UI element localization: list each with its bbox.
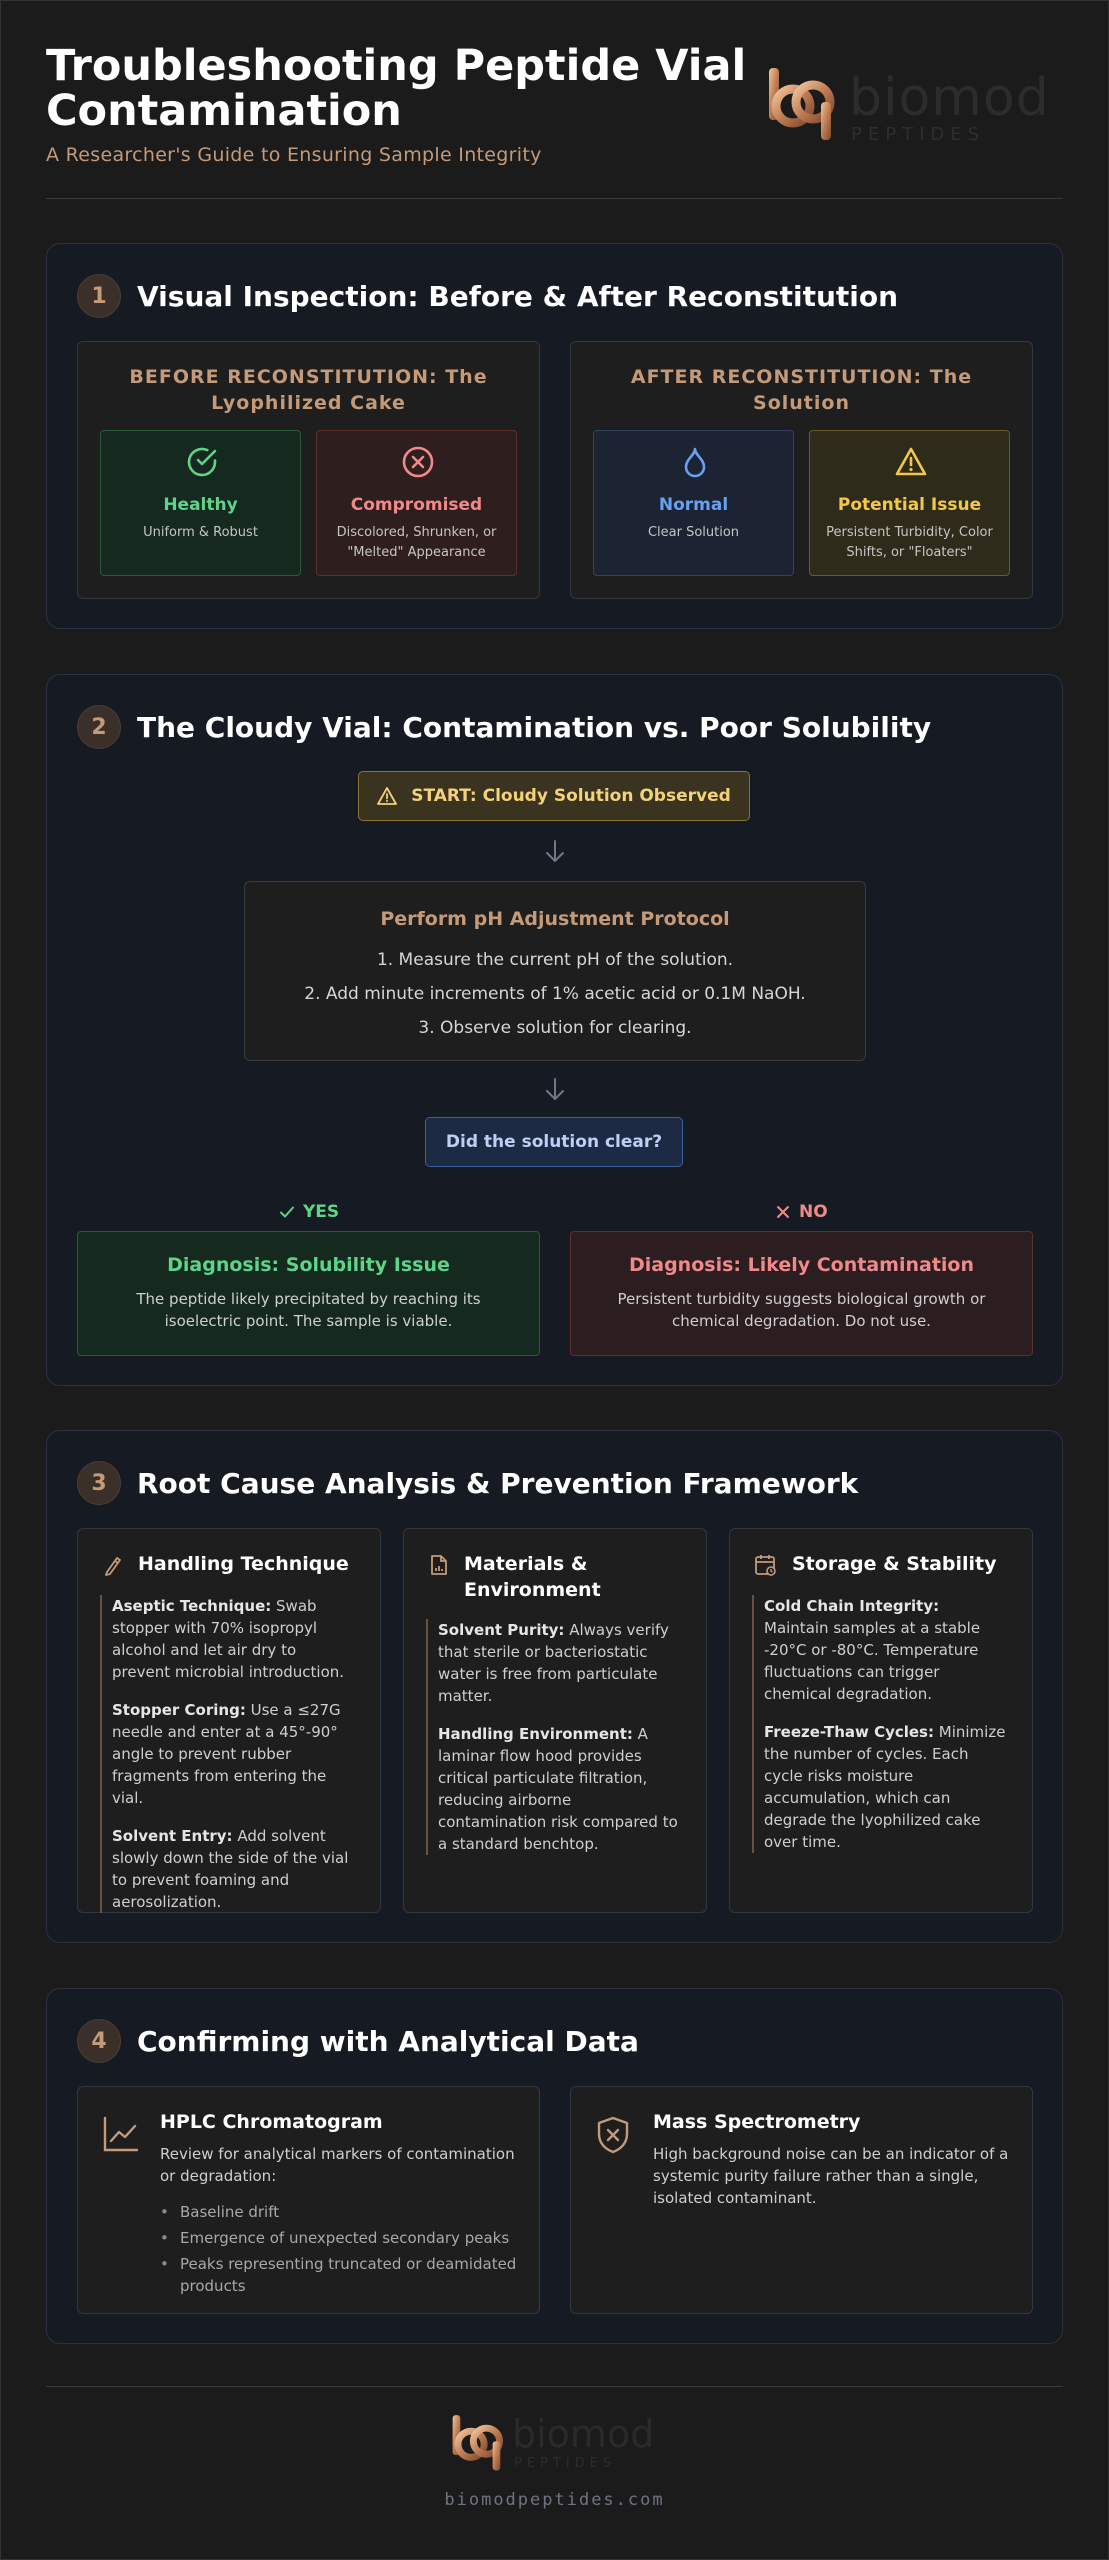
- state-description: Persistent Turbidity, Color Shifts, or "Floaters": [826, 525, 993, 560]
- card-title: Handling Technique: [138, 1553, 349, 1575]
- list-item: • Peaks representing truncated or deamidated products: [160, 2253, 517, 2297]
- before-reconstitution-panel: [77, 341, 540, 599]
- diagnosis-title: Diagnosis: Solubility Issue: [167, 1254, 450, 1276]
- state-label: Potential Issue: [837, 495, 982, 515]
- normal-card: [593, 430, 794, 576]
- potential-issue-card: [809, 430, 1010, 576]
- hplc-card: [77, 2086, 540, 2314]
- shield-x-icon: [595, 2115, 631, 2155]
- card-header: [428, 1551, 690, 1603]
- compromised-card: [316, 430, 517, 576]
- guideline-term: Freeze-Thaw Cycles:: [764, 1723, 934, 1741]
- state-description: Clear Solution: [647, 525, 740, 540]
- protocol-step: 1. Measure the current pH of the solution.: [376, 950, 734, 970]
- decision-question-node: Did the solution clear?: [425, 1117, 683, 1167]
- section-header: [77, 1461, 858, 1505]
- page-title: Troubleshooting Peptide Vial Contamination: [46, 41, 747, 136]
- guideline-item: [764, 1595, 1008, 1705]
- guideline-item: [438, 1723, 682, 1855]
- close-icon: [775, 1204, 791, 1220]
- protocol-step: 3. Observe solution for clearing.: [418, 1018, 692, 1038]
- materials-environment-card: [403, 1528, 707, 1913]
- guideline-item: [112, 1825, 356, 1913]
- line-chart-icon: [102, 2115, 140, 2153]
- document-chart-icon: [428, 1553, 450, 1577]
- check-circle-icon: [185, 445, 219, 479]
- protocol-step: 2. Add minute increments of 1% acetic acid or 0.1M NaOH.: [304, 984, 806, 1004]
- handling-technique-card: [77, 1528, 381, 1913]
- diagnosis-title: Diagnosis: Likely Contamination: [628, 1254, 975, 1276]
- state-description: Uniform & Robust: [143, 525, 258, 540]
- card-header: [754, 1551, 1016, 1577]
- guideline-term: Aseptic Technique:: [112, 1597, 272, 1615]
- x-circle-icon: [401, 445, 435, 479]
- card-title: Materials & Environment: [464, 1553, 601, 1601]
- section-number-badge: 3: [77, 1461, 121, 1505]
- section-title: Root Cause Analysis & Prevention Framework: [137, 1466, 859, 1500]
- section-number-badge: 4: [77, 2019, 121, 2063]
- section-cloudy-vial: [46, 674, 1063, 1386]
- diagnosis-contamination-card: [570, 1231, 1033, 1356]
- card-body: [100, 1595, 356, 1913]
- marker-list: [160, 2201, 517, 2301]
- section-header: [77, 2019, 639, 2063]
- guideline-term: Solvent Entry:: [112, 1827, 233, 1845]
- check-icon: [279, 1204, 295, 1220]
- footer-url-link[interactable]: biomodpeptides.com: [444, 2490, 665, 2510]
- logo-subword: PEPTIDES: [514, 2456, 617, 2471]
- section-number-badge: 1: [77, 274, 121, 318]
- list-item: • Emergence of unexpected secondary peaks: [160, 2227, 517, 2249]
- calendar-clock-icon: [754, 1553, 778, 1577]
- protocol-title: Perform pH Adjustment Protocol: [380, 908, 730, 930]
- card-title: Mass Spectrometry: [653, 2111, 861, 2133]
- diagnosis-description: The peptide likely precipitated by reaching its isoelectric point. The sample is viable.: [136, 1290, 481, 1330]
- page-subtitle: A Researcher's Guide to Ensuring Sample Integrity: [46, 144, 542, 166]
- section-number-badge: 2: [77, 705, 121, 749]
- diagnosis-solubility-card: [77, 1231, 540, 1356]
- section-header: [77, 705, 931, 749]
- card-description: High background noise can be an indicator of a systemic purity failure rather than a single, isolated contaminant.: [653, 2145, 1009, 2207]
- state-label: Compromised: [350, 495, 483, 515]
- mass-spectrometry-card: [570, 2086, 1033, 2314]
- after-reconstitution-panel: [570, 341, 1033, 599]
- section-title: Visual Inspection: Before & After Reconstitution: [137, 279, 899, 313]
- card-title: HPLC Chromatogram: [160, 2111, 383, 2133]
- guideline-text: A laminar flow hood provides critical particulate filtration, reducing airborne contamination risk compared to a standard benchtop.: [438, 1725, 678, 1853]
- section-root-cause: [46, 1430, 1063, 1943]
- state-label: Normal: [658, 495, 729, 515]
- guideline-term: Stopper Coring:: [112, 1701, 246, 1719]
- guideline-text: Minimize the number of cycles. Each cycle risks moisture accumulation, which can degrade the lyophilized cake over time.: [764, 1723, 1006, 1851]
- card-title: Storage & Stability: [792, 1553, 997, 1575]
- panel-title: BEFORE RECONSTITUTION: The Lyophilized Cake: [129, 366, 488, 414]
- section-title: Confirming with Analytical Data: [137, 2024, 639, 2058]
- logo-wordmark: biomod: [849, 68, 1050, 128]
- yes-label: YES: [303, 1202, 340, 1222]
- section-title: The Cloudy Vial: Contamination vs. Poor Solubility: [137, 710, 932, 744]
- guideline-text: Maintain samples at a stable -20°C or -80°C. Temperature fluctuations can trigger chemical degradation.: [764, 1619, 981, 1703]
- list-item: • Baseline drift: [160, 2201, 517, 2223]
- section-visual-inspection: [46, 243, 1063, 629]
- card-body: [426, 1619, 682, 1855]
- warning-icon: [894, 445, 928, 479]
- footer-divider: [46, 2386, 1063, 2387]
- panel-title: AFTER RECONSTITUTION: The Solution: [630, 366, 973, 414]
- logo-wordmark: biomod: [512, 2412, 655, 2456]
- flow-start-label: START: Cloudy Solution Observed: [411, 786, 731, 806]
- footer-logo: [448, 2412, 668, 2474]
- no-branch-label: [775, 1202, 828, 1222]
- yes-branch-label: [279, 1202, 339, 1222]
- healthy-card: [100, 430, 301, 576]
- state-description: Discolored, Shrunken, or "Melted" Appearance: [336, 525, 497, 560]
- pen-icon: [102, 1553, 124, 1577]
- warning-icon: [377, 786, 397, 806]
- droplet-icon: [678, 445, 712, 479]
- page-header: [46, 41, 1063, 199]
- card-header: [102, 1551, 364, 1577]
- guideline-term: Solvent Purity:: [438, 1621, 565, 1639]
- guideline-item: [764, 1721, 1008, 1853]
- ph-protocol-node: [244, 881, 866, 1061]
- no-label: NO: [799, 1202, 828, 1222]
- diagnosis-description: Persistent turbidity suggests biological growth or chemical degradation. Do not use.: [617, 1290, 986, 1330]
- logo-mark-icon: [448, 2412, 508, 2472]
- section-analytical-data: [46, 1988, 1063, 2344]
- guideline-text: Add solvent slowly down the side of the vial to prevent foaming and aerosolization.: [112, 1827, 349, 1911]
- state-label: Healthy: [163, 495, 238, 515]
- guideline-item: [112, 1699, 356, 1809]
- card-body: [752, 1595, 1008, 1853]
- logo-mark-icon: [763, 64, 841, 142]
- guideline-text: Always verify that sterile or bacteriostatic water is free from particulate matter.: [438, 1621, 669, 1705]
- storage-stability-card: [729, 1528, 1033, 1913]
- brand-logo: [763, 64, 1063, 144]
- flow-start-node: [358, 771, 750, 821]
- section-header: [77, 274, 898, 318]
- guideline-term: Handling Environment:: [438, 1725, 633, 1743]
- guideline-text: Swab stopper with 70% isopropyl alcohol and let air dry to prevent microbial introduction.: [112, 1597, 345, 1681]
- guideline-text: Use a ≤27G needle and enter at a 45°-90° angle to prevent rubber fragments from entering the vial.: [112, 1701, 341, 1807]
- arrow-down-icon: [544, 839, 566, 865]
- card-description: Review for analytical markers of contamination or degradation:: [160, 2145, 515, 2185]
- guideline-item: [438, 1619, 682, 1707]
- guideline-term: Cold Chain Integrity:: [764, 1597, 940, 1615]
- logo-subword: PEPTIDES: [851, 124, 986, 145]
- guideline-item: [112, 1595, 356, 1683]
- arrow-down-icon: [544, 1077, 566, 1103]
